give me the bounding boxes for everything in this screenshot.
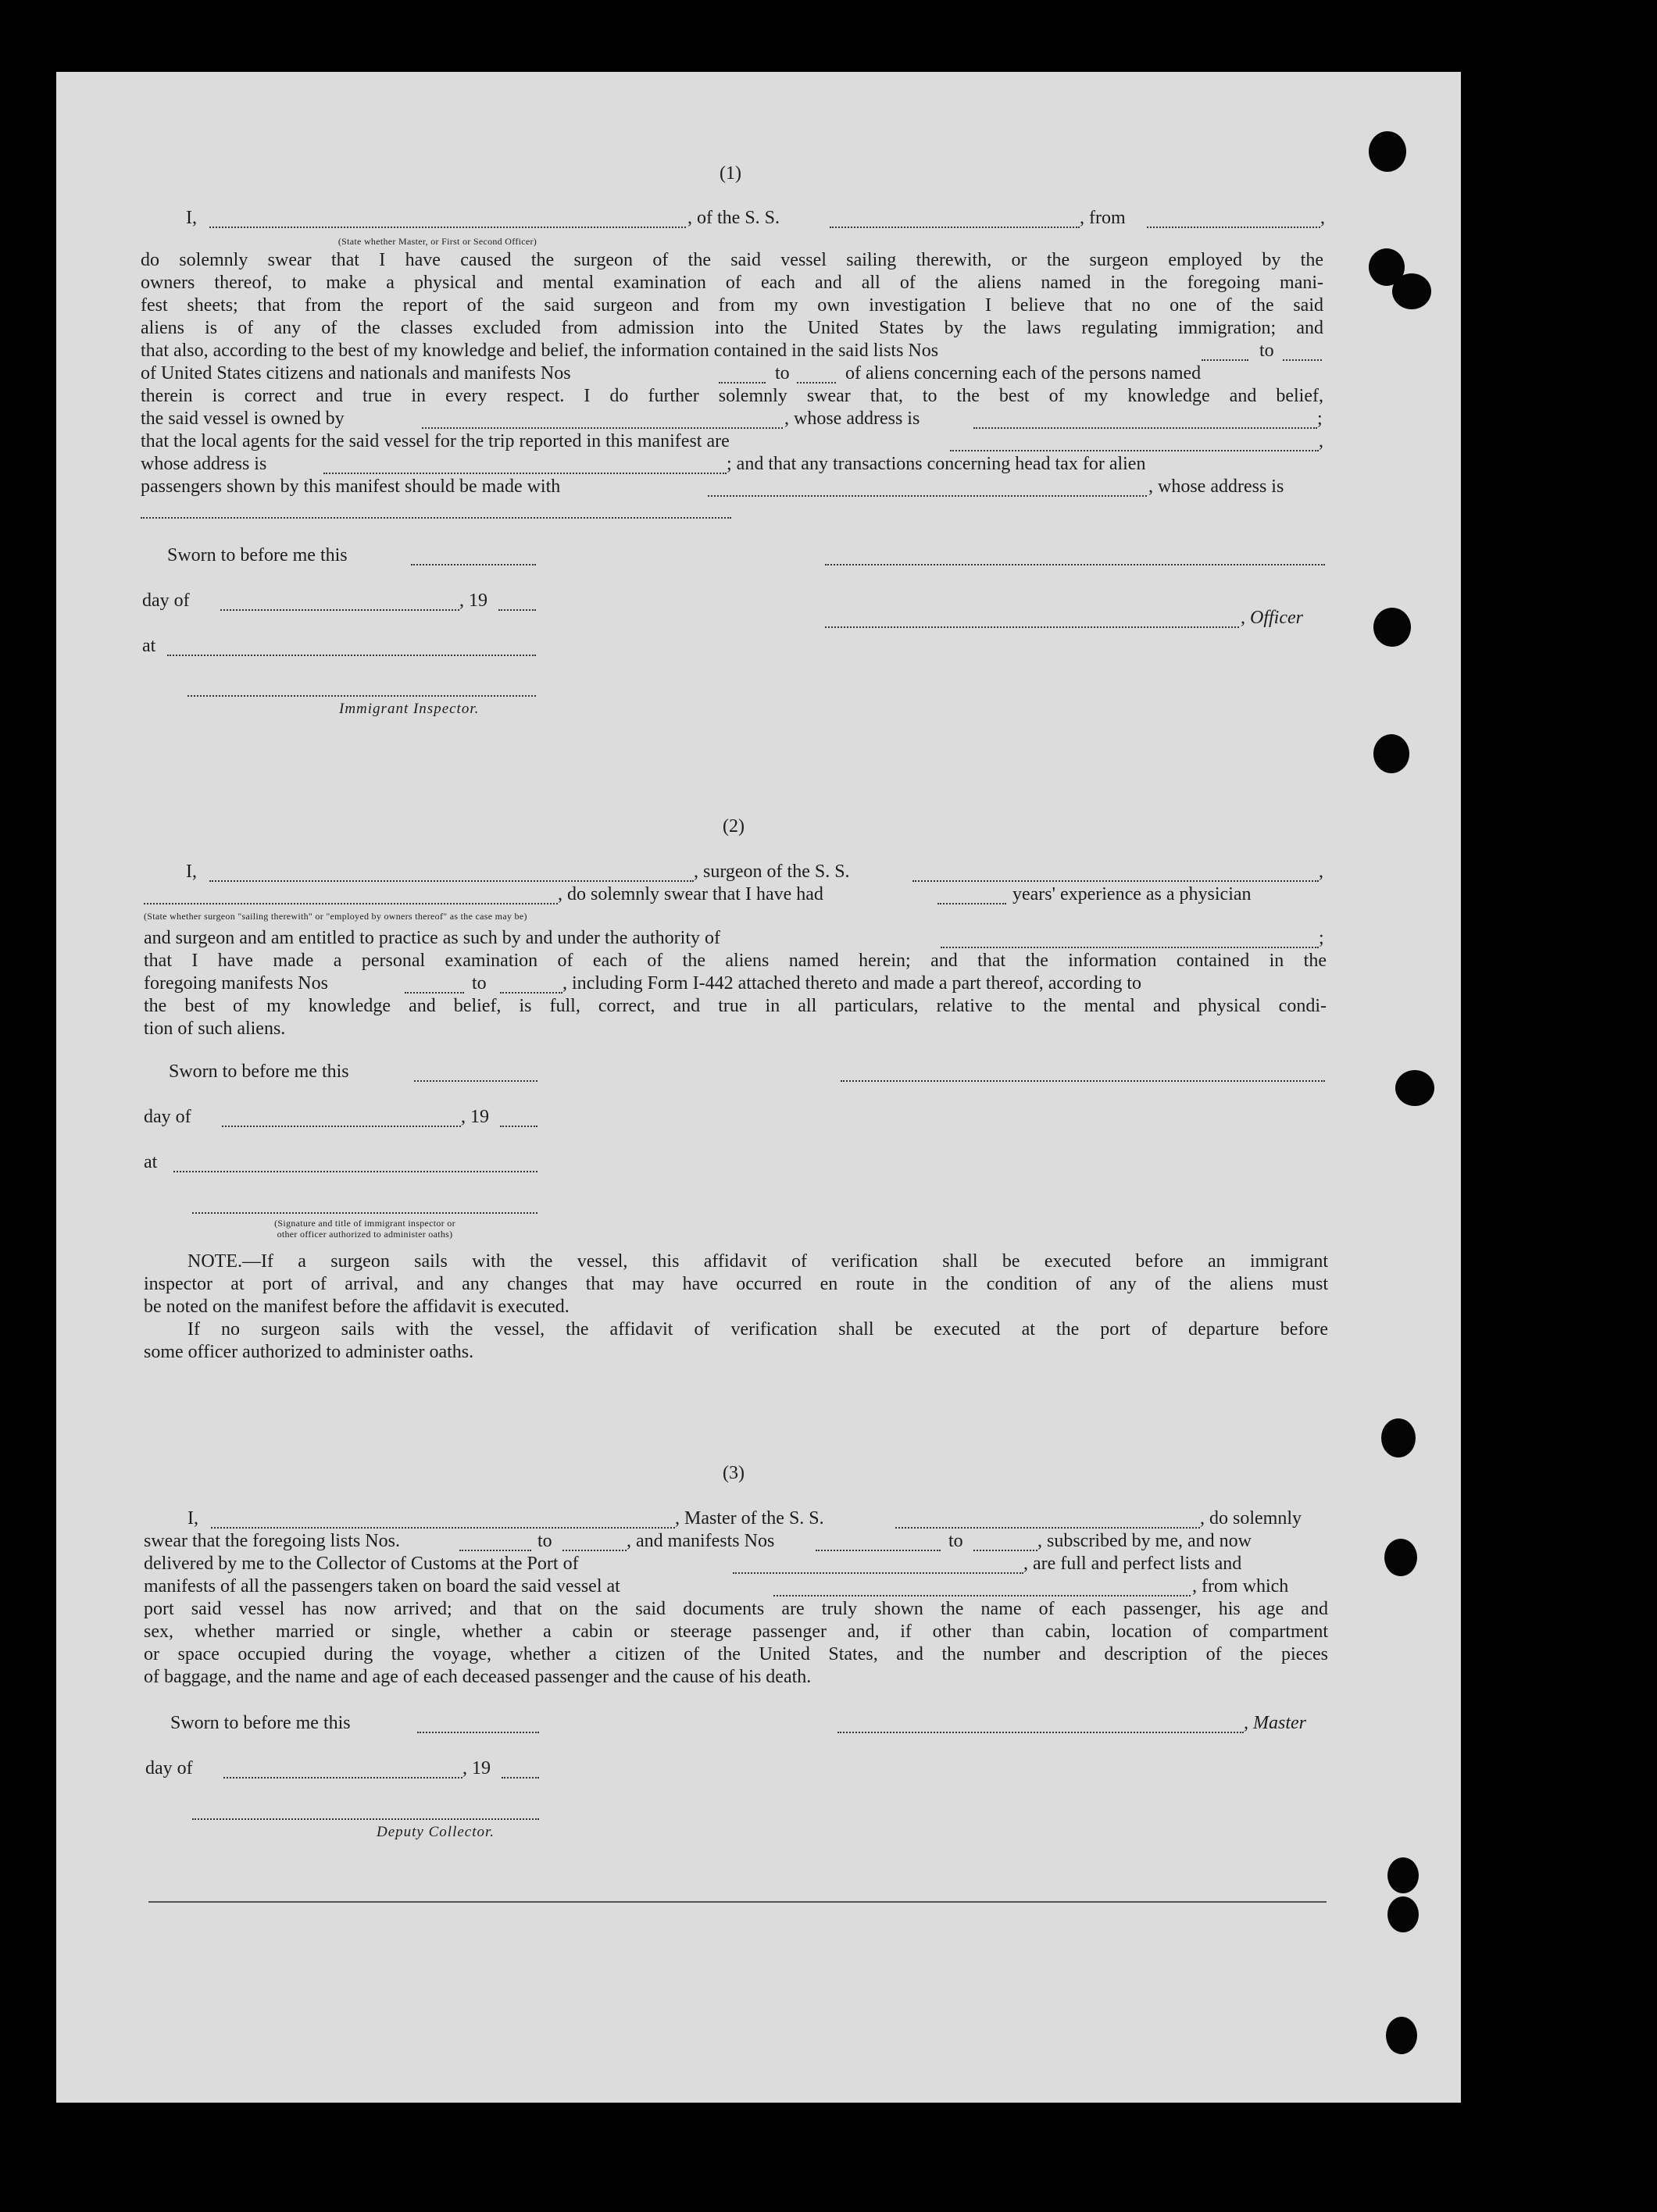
blank-line xyxy=(209,212,686,228)
signature-line xyxy=(187,681,536,697)
punch-hole xyxy=(1392,273,1431,309)
blank-line xyxy=(459,1536,531,1551)
field-label: , of the S. S. xyxy=(687,208,780,228)
affidavit-line: ; and that any transactions concerning head tax for alien xyxy=(727,454,1146,474)
day-label: day of xyxy=(142,590,190,611)
day-label: day of xyxy=(144,1107,191,1127)
affidavit-line: that I have made a personal examination of each of the aliens named herein; and that the information contained in the xyxy=(144,951,1327,971)
blank-line xyxy=(222,1111,461,1127)
affidavit-line: that also, according to the best of my knowledge and belief, the information contained in the said lists Nos xyxy=(141,341,939,361)
note-label: NOTE. xyxy=(187,1251,242,1272)
blank-line xyxy=(173,1157,537,1172)
blank-line xyxy=(797,368,836,384)
section-number: (2) xyxy=(723,816,745,837)
blank-line xyxy=(941,933,1319,948)
affidavit-line: the said vessel is owned by xyxy=(141,409,345,429)
blank-line xyxy=(498,595,536,611)
blank-line xyxy=(414,1066,537,1082)
affidavit-line: , subscribed by me, and now xyxy=(1037,1531,1252,1551)
master-label: , Master xyxy=(1244,1713,1306,1733)
affidavit-line: , from which xyxy=(1192,1576,1289,1597)
punctuation: ; xyxy=(1317,409,1323,429)
field-label: , surgeon of the S. S. xyxy=(694,862,850,882)
affidavit-line: , are full and perfect lists and xyxy=(1023,1554,1242,1574)
note-line: —If a surgeon sails with the vessel, this affidavit of verification shall be executed before an immigrant xyxy=(242,1251,1328,1272)
affiant-label: I, xyxy=(186,862,197,882)
at-label: at xyxy=(142,636,156,656)
inspector-caption: Immigrant Inspector. xyxy=(339,701,480,717)
punctuation: , xyxy=(1319,862,1323,882)
affiant-label: I, xyxy=(186,208,197,228)
field-label: , Master of the S. S. xyxy=(675,1508,824,1529)
blank-line xyxy=(773,1581,1191,1597)
blank-line xyxy=(895,1513,1200,1529)
punch-hole xyxy=(1387,1896,1419,1932)
field-hint: (State whether Master, or First or Second Officer) xyxy=(337,236,537,247)
blank-line xyxy=(220,595,459,611)
year-label: , 19 xyxy=(462,1758,491,1779)
affidavit-line: to xyxy=(472,973,487,994)
blank-line xyxy=(417,1718,539,1733)
affidavit-line: years' experience as a physician xyxy=(1012,884,1252,904)
blank-line xyxy=(733,1558,1023,1574)
affidavit-line: , including Form I-442 attached thereto and made a part thereof, according to xyxy=(562,973,1142,994)
officer-label: , Officer xyxy=(1241,608,1303,628)
affidavit-line: or space occupied during the voyage, whether a citizen of the United States, and the number and description of the pieces xyxy=(144,1644,1328,1664)
affidavit-line: manifests of all the passengers taken on board the said vessel at xyxy=(144,1576,620,1597)
note-line: inspector at port of arrival, and any changes that may have occurred en route in the condition of any of the aliens must xyxy=(144,1274,1328,1294)
affidavit-line: that the local agents for the said vessel for the trip reported in this manifest are xyxy=(141,431,730,451)
affidavit-line: and surgeon and am entitled to practice as such by and under the authority of xyxy=(144,928,720,948)
blank-line xyxy=(562,1536,627,1551)
blank-line xyxy=(500,1111,537,1127)
section-number: (3) xyxy=(723,1463,745,1483)
blank-line xyxy=(167,640,536,656)
affidavit-line: passengers shown by this manifest should be made with xyxy=(141,476,561,497)
blank-line xyxy=(973,1536,1037,1551)
affidavit-line: the best of my knowledge and belief, is full, correct, and true in all particulars, relative to the mental and physical condi- xyxy=(144,996,1327,1016)
year-label: , 19 xyxy=(459,590,487,611)
field-label: , from xyxy=(1080,208,1126,228)
punch-hole xyxy=(1381,1418,1416,1457)
affidavit-line: to xyxy=(537,1531,552,1551)
affiant-label: I, xyxy=(187,1508,198,1529)
blank-line xyxy=(1283,345,1322,361)
signature-caption: (Signature and title of immigrant inspector or xyxy=(274,1218,455,1229)
blank-line xyxy=(209,866,694,882)
affidavit-line: of United States citizens and nationals and manifests Nos xyxy=(141,363,571,384)
blank-line xyxy=(405,978,464,994)
signature-line xyxy=(825,550,1325,565)
sworn-label: Sworn to before me this xyxy=(170,1713,351,1733)
punch-hole xyxy=(1369,131,1406,172)
blank-line xyxy=(323,458,727,474)
blank-line xyxy=(144,889,558,904)
affidavit-line: whose address is xyxy=(141,454,267,474)
field-hint: (State whether surgeon "sailing therewith" or "employed by owners thereof" as the case may be) xyxy=(144,911,527,922)
punch-hole xyxy=(1395,1070,1434,1106)
affidavit-line: port said vessel has now arrived; and that on the said documents are truly shown the name of each passenger, his age and xyxy=(144,1599,1328,1619)
affidavit-line: , whose address is xyxy=(784,409,920,429)
note-line: If no surgeon sails with the vessel, the affidavit of verification shall be executed at the port of departure before xyxy=(187,1319,1328,1340)
note-line: some officer authorized to administer oaths. xyxy=(144,1342,474,1362)
blank-line xyxy=(973,413,1317,429)
blank-line xyxy=(211,1513,675,1529)
affidavit-line: tion of such aliens. xyxy=(144,1019,286,1039)
punch-hole xyxy=(1373,734,1409,773)
sworn-label: Sworn to before me this xyxy=(167,545,348,565)
punch-hole xyxy=(1387,1857,1419,1893)
signature-line xyxy=(837,1718,1244,1733)
affidavit-line: , do solemnly swear that I have had xyxy=(558,884,823,904)
affidavit-line: therein is correct and true in every respect. I do further solemnly swear that, to the best of my knowledge and belief, xyxy=(141,386,1323,406)
affidavit-line: foregoing manifests Nos xyxy=(144,973,328,994)
blank-line xyxy=(141,503,731,519)
signature-line xyxy=(841,1066,1325,1082)
affidavit-line: delivered by me to the Collector of Customs at the Port of xyxy=(144,1554,579,1574)
punctuation: ; xyxy=(1319,928,1324,948)
blank-line xyxy=(912,866,1319,882)
blank-line xyxy=(830,212,1080,228)
punctuation: , xyxy=(1319,431,1323,451)
year-label: , 19 xyxy=(461,1107,489,1127)
affidavit-line: to xyxy=(948,1531,963,1551)
affidavit-line: do solemnly swear that I have caused the surgeon of the said vessel sailing therewith, or the surgeon employed by the xyxy=(141,250,1323,270)
signature-line xyxy=(192,1804,539,1820)
signature-line xyxy=(825,612,1239,628)
signature-caption: other officer authorized to administer oaths) xyxy=(277,1229,453,1240)
blank-line xyxy=(708,481,1147,497)
bleed-through-text xyxy=(484,78,495,124)
blank-line xyxy=(1147,212,1320,228)
affidavit-line: sex, whether married or single, whether a cabin or steerage passenger and, if other than cabin, location of compartment xyxy=(144,1622,1328,1642)
affidavit-line: to xyxy=(775,363,790,384)
blank-line xyxy=(500,978,562,994)
field-label: , do solemnly xyxy=(1200,1508,1302,1529)
day-label: day of xyxy=(145,1758,193,1779)
at-label: at xyxy=(144,1152,158,1172)
note-line: be noted on the manifest before the affidavit is executed. xyxy=(144,1297,570,1317)
collector-caption: Deputy Collector. xyxy=(377,1824,495,1840)
signature-line xyxy=(192,1198,537,1214)
blank-line xyxy=(1202,345,1248,361)
affidavit-line: , whose address is xyxy=(1148,476,1284,497)
blank-line xyxy=(950,436,1319,451)
blank-line xyxy=(502,1763,539,1779)
affidavit-line: fest sheets; that from the report of the said surgeon and from my own investigation I believe that no one of the said xyxy=(141,295,1323,316)
punch-hole xyxy=(1384,1539,1417,1576)
blank-line xyxy=(223,1763,462,1779)
bottom-rule xyxy=(148,1901,1327,1903)
affidavit-line: to xyxy=(1259,341,1274,361)
blank-line xyxy=(816,1536,941,1551)
punch-hole xyxy=(1386,2017,1417,2054)
affidavit-line: swear that the foregoing lists Nos. xyxy=(144,1531,400,1551)
sworn-label: Sworn to before me this xyxy=(169,1061,349,1082)
punctuation: , xyxy=(1320,208,1325,228)
affidavit-line: aliens is of any of the classes excluded from admission into the United States by the laws regulating immigration; and xyxy=(141,318,1323,338)
blank-line xyxy=(937,889,1006,904)
section-number: (1) xyxy=(720,163,741,184)
affidavit-line: of baggage, and the name and age of each deceased passenger and the cause of his death. xyxy=(144,1667,812,1687)
affidavit-line: of aliens concerning each of the persons named xyxy=(845,363,1202,384)
blank-line xyxy=(422,413,783,429)
affidavit-line: owners thereof, to make a physical and mental examination of each and all of the aliens named in the foregoing mani- xyxy=(141,273,1323,293)
punch-hole xyxy=(1373,608,1411,647)
blank-line xyxy=(719,368,766,384)
affidavit-line: , and manifests Nos xyxy=(627,1531,775,1551)
blank-line xyxy=(411,550,536,565)
